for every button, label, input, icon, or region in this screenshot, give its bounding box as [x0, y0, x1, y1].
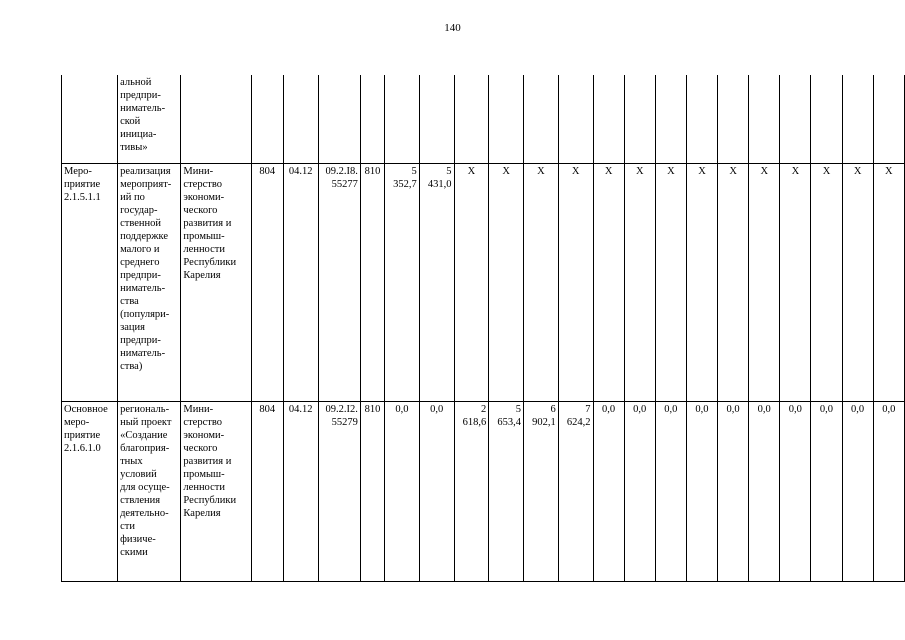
value-cell [811, 401, 842, 581]
cell-line: альной [120, 77, 152, 88]
value-cell [489, 163, 524, 401]
value-cell [489, 401, 524, 581]
cell-line: ческого [183, 204, 218, 216]
rzpr-cell [283, 75, 318, 163]
cell-line: ственной [120, 217, 162, 229]
cell-line: 5 [446, 165, 452, 177]
grbs-cell [251, 401, 283, 581]
cell-line: 55277 [331, 178, 358, 190]
cell-line: ческого [183, 442, 218, 454]
cell-line: развития и [183, 217, 232, 229]
value-cell [686, 75, 717, 163]
value-cell [780, 163, 811, 401]
value-cell [524, 163, 559, 401]
value-cell [686, 401, 717, 581]
cell-line: X [667, 165, 675, 177]
value-cell [558, 401, 593, 581]
value-cell [749, 75, 780, 163]
cell-line: сти [120, 520, 135, 532]
value-cell [873, 163, 904, 401]
value-cell [489, 75, 524, 163]
cell-line: реализация [120, 165, 171, 177]
event-code-cell [62, 163, 118, 401]
value-cell [842, 401, 873, 581]
rzpr-cell [283, 163, 318, 401]
value-cell [780, 401, 811, 581]
cell-line: малого и [120, 243, 160, 255]
event-code-cell [62, 401, 118, 581]
cell-line: ствления [120, 494, 161, 506]
cell-line: 09.2.I8. [325, 165, 358, 177]
cell-line: тных [120, 455, 143, 467]
event-name-cell [118, 163, 181, 401]
cell-line: ий по [120, 191, 145, 203]
value-cell [811, 163, 842, 401]
cell-line: 0,0 [633, 403, 647, 415]
cell-line: инициа- [120, 129, 157, 140]
table-row [62, 75, 905, 163]
cell-line: физиче- [120, 533, 156, 545]
cell-line: среднего [120, 256, 160, 268]
cell-line: предпри- [120, 334, 161, 346]
vr-cell [360, 163, 384, 401]
cell-line: 2.1.5.1.1 [64, 191, 101, 203]
cell-line: поддержке [120, 230, 169, 242]
cell-line: экономи- [183, 429, 225, 441]
cell-line: 0,0 [757, 403, 771, 415]
cell-line: ленности [183, 481, 225, 493]
cell-line: X [571, 165, 580, 177]
csr-cell [318, 401, 360, 581]
cell-line: 0,0 [695, 403, 709, 415]
cell-line: ленности [183, 243, 225, 255]
cell-line: зация [120, 321, 145, 333]
cell-line: ства [120, 295, 139, 307]
value-cell [385, 75, 420, 163]
cell-line: промыш- [183, 230, 225, 242]
value-cell [593, 75, 624, 163]
cell-line: X [885, 165, 893, 177]
cell-line: 2 [481, 403, 487, 415]
value-cell [419, 401, 454, 581]
executor-cell [181, 75, 251, 163]
cell-line: мероприят- [120, 178, 172, 190]
cell-line: 810 [364, 165, 381, 177]
cell-line: 902,1 [532, 416, 556, 428]
cell-line: (популяри- [120, 308, 170, 320]
cell-line: стерство [183, 416, 222, 428]
value-cell [655, 75, 686, 163]
value-cell [593, 163, 624, 401]
value-cell [558, 163, 593, 401]
cell-line: приятие [64, 429, 101, 441]
cell-line: 2.1.6.1.0 [64, 442, 101, 454]
cell-line: государ- [120, 204, 158, 216]
cell-line: Мини- [183, 165, 214, 177]
value-cell [811, 75, 842, 163]
executor-cell [181, 163, 251, 401]
cell-line: 5 [515, 403, 522, 415]
event-name-cell [118, 75, 181, 163]
page-number: 140 [444, 22, 461, 34]
value-cell [873, 75, 904, 163]
value-cell [718, 75, 749, 163]
value-cell [419, 163, 454, 401]
cell-line: X [604, 165, 613, 177]
csr-cell [318, 75, 360, 163]
cell-line: X [853, 165, 862, 177]
value-cell [686, 163, 717, 401]
cell-line: X [760, 165, 769, 177]
value-cell [624, 401, 655, 581]
table-row [62, 401, 905, 581]
cell-line: ниматель- [120, 103, 166, 114]
cell-line: «Создание [120, 429, 168, 441]
value-cell [749, 163, 780, 401]
event-name-cell [118, 401, 181, 581]
cell-line: X [635, 165, 644, 177]
cell-line: 04.12 [288, 165, 313, 177]
cell-line: 804 [259, 165, 276, 177]
cell-line: X [791, 165, 800, 177]
cell-line: Карелия [183, 269, 221, 281]
value-cell [873, 401, 904, 581]
cell-line: X [537, 165, 545, 177]
grbs-cell [251, 75, 283, 163]
cell-line: ниматель- [120, 282, 166, 294]
cell-line: ниматель- [120, 347, 166, 359]
value-cell [419, 75, 454, 163]
cell-line: 7 [585, 403, 591, 415]
value-cell [624, 75, 655, 163]
rzpr-cell [283, 401, 318, 581]
cell-line: X [698, 165, 706, 177]
cell-line: 624,2 [566, 416, 591, 428]
executor-cell [181, 401, 251, 581]
cell-line: меро- [64, 416, 90, 428]
cell-line: экономи- [183, 191, 225, 203]
cell-line: деятельно- [120, 507, 169, 519]
cell-line: 810 [364, 403, 381, 415]
value-cell [780, 75, 811, 163]
value-cell [655, 163, 686, 401]
cell-line: ства) [120, 360, 143, 372]
cell-line: 04.12 [288, 403, 313, 415]
cell-line: 0,0 [664, 403, 678, 415]
cell-line: 09.2.I2. [325, 403, 358, 415]
cell-line: 0,0 [788, 403, 802, 415]
cell-line: 618,6 [462, 416, 487, 428]
cell-line: 0,0 [726, 403, 740, 415]
cell-line: 804 [259, 403, 276, 415]
vr-cell [360, 75, 384, 163]
cell-line: региональ- [120, 403, 170, 415]
cell-line: Карелия [183, 507, 221, 519]
value-cell [558, 75, 593, 163]
value-cell [842, 163, 873, 401]
cell-line: ской [120, 116, 141, 127]
value-cell [842, 75, 873, 163]
vr-cell [360, 401, 384, 581]
cell-line: стерство [183, 178, 222, 190]
event-code-cell [62, 75, 118, 163]
cell-line: предпри- [120, 90, 161, 101]
cell-line: Основное [64, 403, 108, 415]
cell-line: 352,7 [393, 178, 417, 190]
cell-line: X [502, 165, 510, 177]
value-cell [454, 163, 489, 401]
cell-line: 0,0 [602, 403, 616, 415]
value-cell [385, 163, 420, 401]
cell-line: X [822, 165, 831, 177]
csr-cell [318, 163, 360, 401]
value-cell [624, 163, 655, 401]
cell-line: тивы» [120, 142, 148, 153]
cell-line: 0,0 [851, 403, 865, 415]
value-cell [524, 75, 559, 163]
cell-line: благоприя- [120, 442, 170, 454]
cell-line: 6 [550, 403, 556, 415]
value-cell [524, 401, 559, 581]
cell-line: для осуще- [120, 481, 170, 493]
cell-line: предпри- [120, 269, 161, 281]
grbs-cell [251, 163, 283, 401]
value-cell [454, 75, 489, 163]
value-cell [454, 401, 489, 581]
value-cell [718, 163, 749, 401]
value-cell [593, 401, 624, 581]
cell-line: условий [120, 468, 157, 480]
cell-line: X [467, 165, 476, 177]
cell-line: 0,0 [430, 403, 444, 415]
budget-table [61, 75, 905, 582]
cell-line: Республики [183, 494, 237, 506]
cell-line: Республики [183, 256, 237, 268]
cell-line: 0,0 [882, 403, 896, 415]
value-cell [385, 401, 420, 581]
cell-line: 0,0 [819, 403, 834, 415]
cell-line: ный проект [120, 416, 172, 428]
cell-line: развития и [183, 455, 232, 467]
cell-line: приятие [64, 178, 101, 190]
cell-line: 653,4 [497, 416, 522, 428]
value-cell [749, 401, 780, 581]
cell-line: X [729, 165, 737, 177]
value-cell [655, 401, 686, 581]
cell-line: Мини- [183, 403, 214, 415]
table-row [62, 163, 905, 401]
cell-line: 5 [411, 165, 417, 177]
cell-line: скими [120, 546, 148, 558]
cell-line: Меро- [64, 165, 92, 177]
cell-line: 0,0 [395, 403, 409, 415]
cell-line: 431,0 [427, 178, 452, 190]
cell-line: промыш- [183, 468, 225, 480]
cell-line: 55279 [331, 416, 358, 428]
value-cell [718, 401, 749, 581]
